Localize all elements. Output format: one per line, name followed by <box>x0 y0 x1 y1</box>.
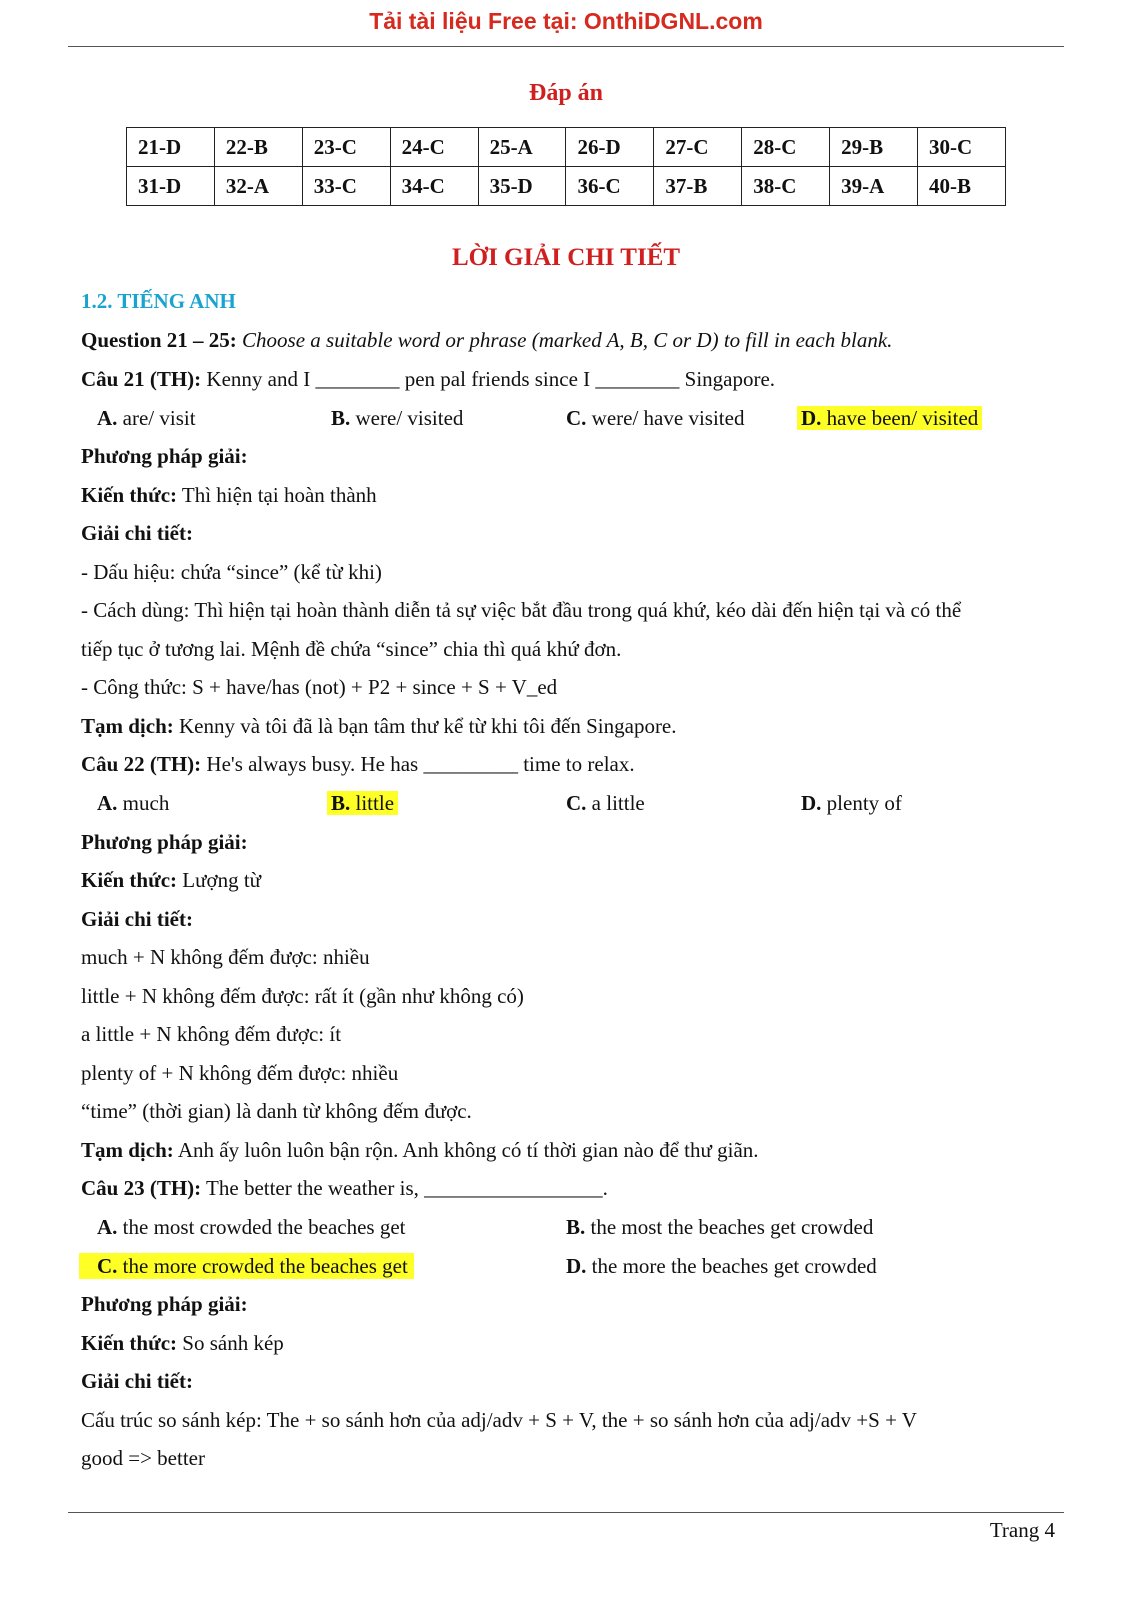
q23-option-d <box>566 1253 877 1279</box>
table-row <box>127 167 1006 206</box>
option-text: the more the beaches get crowded <box>586 1254 877 1278</box>
option-letter: C. <box>566 406 587 430</box>
translation-label: Tạm dịch: <box>81 714 174 738</box>
detail-line: much + N không đếm được: nhiều <box>81 945 370 969</box>
option-text: much <box>117 791 170 815</box>
option-text: are/ visit <box>117 406 196 430</box>
option-text: the most the beaches get crowded <box>585 1215 874 1239</box>
option-letter: A. <box>97 406 118 430</box>
option-text: were/ visited <box>350 406 464 430</box>
answer-cell: 38-C <box>742 167 830 206</box>
answer-cell: 29-B <box>830 128 918 167</box>
detail-line: good => better <box>81 1446 205 1470</box>
answer-cell: 37-B <box>654 167 742 206</box>
answer-cell: 40-B <box>918 167 1006 206</box>
answer-cell: 23-C <box>302 128 390 167</box>
detail-line: little + N không đếm được: rất ít (gần như không có) <box>81 984 524 1008</box>
question-text: He's always busy. He has _________ time to relax. <box>201 752 635 776</box>
detail-label: Giải chi tiết: <box>81 907 193 931</box>
option-text: have been/ visited <box>821 406 979 430</box>
q22-option-d <box>801 790 902 816</box>
answer-cell: 24-C <box>390 128 478 167</box>
option-text: plenty of <box>821 791 902 815</box>
answer-cell: 35-D <box>478 167 566 206</box>
translation-text: Kenny và tôi đã là bạn tâm thư kể từ khi tôi đến Singapore. <box>173 714 677 738</box>
translation-text: Anh ấy luôn luôn bận rộn. Anh không có tí thời gian nào để thư giãn. <box>173 1138 759 1162</box>
page-number: Trang 4 <box>989 1518 1055 1542</box>
option-text: little <box>350 791 395 815</box>
table-row <box>127 128 1006 167</box>
answer-cell: 27-C <box>654 128 742 167</box>
q21-option-c <box>566 405 744 431</box>
question-22-stem <box>81 751 635 777</box>
answer-cell: 36-C <box>566 167 654 206</box>
detail-line: - Cách dùng: Thì hiện tại hoàn thành diễn tả sự việc bắt đầu trong quá khứ, kéo dài đến hiện tại và có thể <box>81 598 962 622</box>
knowledge-line <box>81 1330 284 1356</box>
answer-cell: 26-D <box>566 128 654 167</box>
translation-line <box>81 1137 759 1163</box>
question-text: Kenny and I ________ pen pal friends since I ________ Singapore. <box>201 367 776 391</box>
answer-cell: 39-A <box>830 167 918 206</box>
instruction-label: Question 21 – 25: <box>81 328 237 352</box>
q21-option-a <box>97 405 196 431</box>
answer-key-table <box>126 127 1006 206</box>
knowledge-label: Kiến thức: <box>81 868 178 892</box>
answer-cell: 28-C <box>742 128 830 167</box>
instruction-text: Choose a suitable word or phrase (marked A, B, C or D) to fill in each blank. <box>236 328 893 352</box>
answer-cell: 25-A <box>478 128 566 167</box>
knowledge-line <box>81 482 377 508</box>
q23-option-c-correct <box>79 1253 414 1279</box>
section-heading: 1.2. TIẾNG ANH <box>81 289 236 313</box>
q23-option-b <box>566 1214 873 1240</box>
answer-cell: 30-C <box>918 128 1006 167</box>
detail-line: tiếp tục ở tương lai. Mệnh đề chứa “since” chia thì quá khứ đơn. <box>81 637 622 661</box>
q22-option-b-correct <box>331 790 398 816</box>
option-letter: B. <box>331 406 351 430</box>
knowledge-label: Kiến thức: <box>81 1331 178 1355</box>
footer-divider <box>68 1512 1064 1513</box>
option-letter: D. <box>801 791 822 815</box>
knowledge-text: Thì hiện tại hoàn thành <box>177 483 377 507</box>
question-label: Câu 21 (TH): <box>81 367 202 391</box>
detail-line: “time” (thời gian) là danh từ không đếm được. <box>81 1099 472 1123</box>
translation-line <box>81 713 677 739</box>
option-letter: A. <box>97 1215 118 1239</box>
method-label: Phương pháp giải: <box>81 1292 248 1316</box>
question-label: Câu 23 (TH): <box>81 1176 202 1200</box>
site-banner: Tải tài liệu Free tại: OnthiDGNL.com <box>369 8 763 34</box>
option-letter: D. <box>801 406 822 430</box>
detail-label: Giải chi tiết: <box>81 1369 193 1393</box>
q21-option-d-correct <box>801 405 982 431</box>
question-21-stem <box>81 366 775 392</box>
detail-label: Giải chi tiết: <box>81 521 193 545</box>
answer-key-title: Đáp án <box>528 80 604 106</box>
option-letter: B. <box>331 791 351 815</box>
question-23-stem <box>81 1175 608 1201</box>
question-text: The better the weather is, _________________. <box>201 1176 608 1200</box>
method-label: Phương pháp giải: <box>81 830 248 854</box>
answer-cell: 31-D <box>127 167 215 206</box>
detail-line: - Công thức: S + have/has (not) + P2 + since + S + V_ed <box>81 675 558 699</box>
q23-option-a <box>97 1214 406 1240</box>
answer-cell: 34-C <box>390 167 478 206</box>
detail-line: a little + N không đếm được: ít <box>81 1022 342 1046</box>
detail-title: LỜI GIẢI CHI TIẾT <box>451 244 681 271</box>
knowledge-label: Kiến thức: <box>81 483 178 507</box>
detail-line: plenty of + N không đếm được: nhiều <box>81 1061 399 1085</box>
knowledge-text: Lượng từ <box>177 868 262 892</box>
translation-label: Tạm dịch: <box>81 1138 174 1162</box>
option-letter: B. <box>566 1215 586 1239</box>
instruction <box>81 327 892 353</box>
q22-option-a <box>97 790 169 816</box>
answer-cell: 21-D <box>127 128 215 167</box>
option-text: were/ have visited <box>586 406 745 430</box>
question-label: Câu 22 (TH): <box>81 752 202 776</box>
knowledge-line <box>81 867 261 893</box>
answer-cell: 33-C <box>302 167 390 206</box>
detail-line: - Dấu hiệu: chứa “since” (kể từ khi) <box>81 560 382 584</box>
option-text: the more crowded the beaches get <box>117 1254 408 1278</box>
option-letter: D. <box>566 1254 587 1278</box>
detail-line: Cấu trúc so sánh kép: The + so sánh hơn của adj/adv + S + V, the + so sánh hơn của adj/adv +S + V <box>81 1408 917 1432</box>
answer-cell: 32-A <box>214 167 302 206</box>
method-label: Phương pháp giải: <box>81 444 248 468</box>
header-divider <box>68 46 1064 47</box>
option-letter: C. <box>566 791 587 815</box>
q21-option-b <box>331 405 463 431</box>
option-text: a little <box>586 791 645 815</box>
knowledge-text: So sánh kép <box>177 1331 284 1355</box>
q22-option-c <box>566 790 645 816</box>
option-letter: C. <box>97 1254 118 1278</box>
option-text: the most crowded the beaches get <box>117 1215 406 1239</box>
option-letter: A. <box>97 791 118 815</box>
answer-cell: 22-B <box>214 128 302 167</box>
